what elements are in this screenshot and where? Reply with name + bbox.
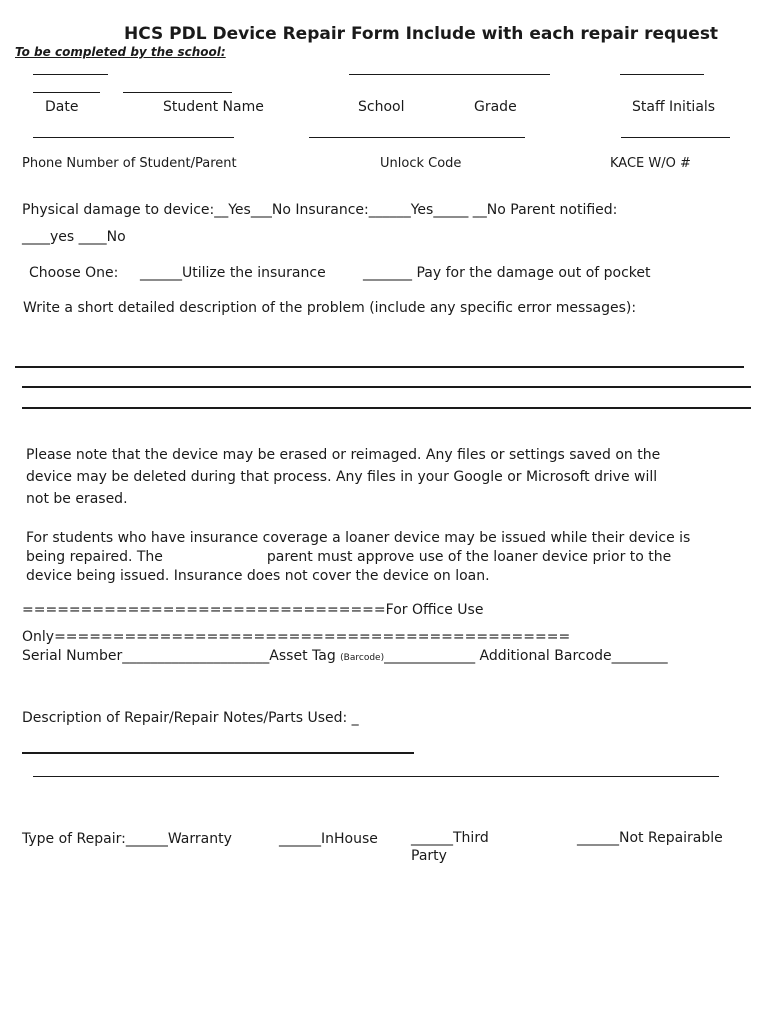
- date-line-b[interactable]: [33, 92, 100, 93]
- form-title: HCS PDL Device Repair Form Include with each repair request: [124, 24, 719, 44]
- insurance-line-2: [26, 548, 690, 567]
- note-line-1: Please note that the device may be erased or reimaged. Any files or settings saved on the: [26, 447, 661, 463]
- repair-type-warranty[interactable]: Type of Repair:______Warranty: [22, 831, 232, 847]
- insurance-line-1: For students who have insurance coverage a loaner device may be issued while their device is: [26, 530, 691, 546]
- repair-notes-label: Description of Repair/Repair Notes/Parts Used: _: [22, 710, 359, 726]
- utilize-insurance-option[interactable]: ______Utilize the insurance: [140, 265, 326, 281]
- student-name-label: Student Name: [163, 99, 264, 115]
- form-subtitle: To be completed by the school:: [15, 45, 226, 59]
- insurance-line-2a: being repaired. The: [26, 549, 163, 565]
- date-label: Date: [45, 99, 79, 115]
- unlock-code-line[interactable]: [309, 137, 525, 138]
- note-line-2: device may be deleted during that process. Any files in your Google or Microsoft drive will: [26, 469, 658, 485]
- repair-type-inhouse[interactable]: ______InHouse: [279, 831, 378, 847]
- insurance-paragraph: [26, 529, 690, 586]
- note-line-3: not be erased.: [26, 491, 128, 507]
- repair-notes-line-2[interactable]: [33, 776, 719, 777]
- student-name-line[interactable]: [123, 92, 232, 93]
- kace-label: KACE W/O #: [610, 156, 691, 171]
- description-line-3[interactable]: [22, 407, 751, 409]
- repair-notes-line-1[interactable]: [22, 752, 414, 754]
- insurance-line-3: device being issued. Insurance does not cover the device on loan.: [26, 568, 490, 584]
- physical-damage-line1[interactable]: Physical damage to device:__Yes___No Insurance:______Yes_____ __No Parent notified:: [22, 202, 618, 218]
- office-use-line2: Only============================================: [22, 629, 571, 645]
- grade-label: Grade: [474, 99, 517, 115]
- physical-damage-line2[interactable]: ____yes ____No: [22, 229, 126, 245]
- serial-number-field[interactable]: Serial Number_____________________Asset Tag: [22, 648, 341, 664]
- insurance-line-2b: parent must approve use of the loaner device prior to the: [266, 549, 672, 565]
- description-line-2[interactable]: [22, 386, 751, 388]
- staff-initials-line[interactable]: [620, 74, 704, 75]
- choose-one-label: Choose One:: [29, 265, 119, 281]
- phone-line[interactable]: [33, 137, 234, 138]
- note-paragraph: [26, 444, 660, 510]
- repair-type-not-repairable[interactable]: ______Not Repairable: [577, 830, 723, 846]
- pay-out-of-pocket-option[interactable]: _______ Pay for the damage out of pocket: [363, 265, 651, 281]
- staff-initials-label: Staff Initials: [632, 99, 716, 115]
- barcode-small-label: (Barcode): [340, 653, 385, 663]
- repair-type-party: Party: [411, 848, 447, 864]
- school-label: School: [358, 99, 405, 115]
- repair-type-third[interactable]: ______Third: [411, 830, 489, 846]
- description-prompt: Write a short detailed description of the problem (include any specific error messages):: [23, 300, 637, 316]
- date-line-a[interactable]: [33, 74, 108, 75]
- school-grade-line[interactable]: [349, 74, 550, 75]
- office-use-line1: ===============================For Office Use: [22, 602, 484, 618]
- kace-line[interactable]: [621, 137, 730, 138]
- unlock-code-label: Unlock Code: [380, 156, 462, 171]
- phone-label: Phone Number of Student/Parent: [22, 156, 237, 171]
- description-line-1[interactable]: [15, 366, 744, 368]
- asset-additional-field[interactable]: _____________ Additional Barcode________: [384, 648, 668, 664]
- serial-asset-row[interactable]: [22, 648, 668, 664]
